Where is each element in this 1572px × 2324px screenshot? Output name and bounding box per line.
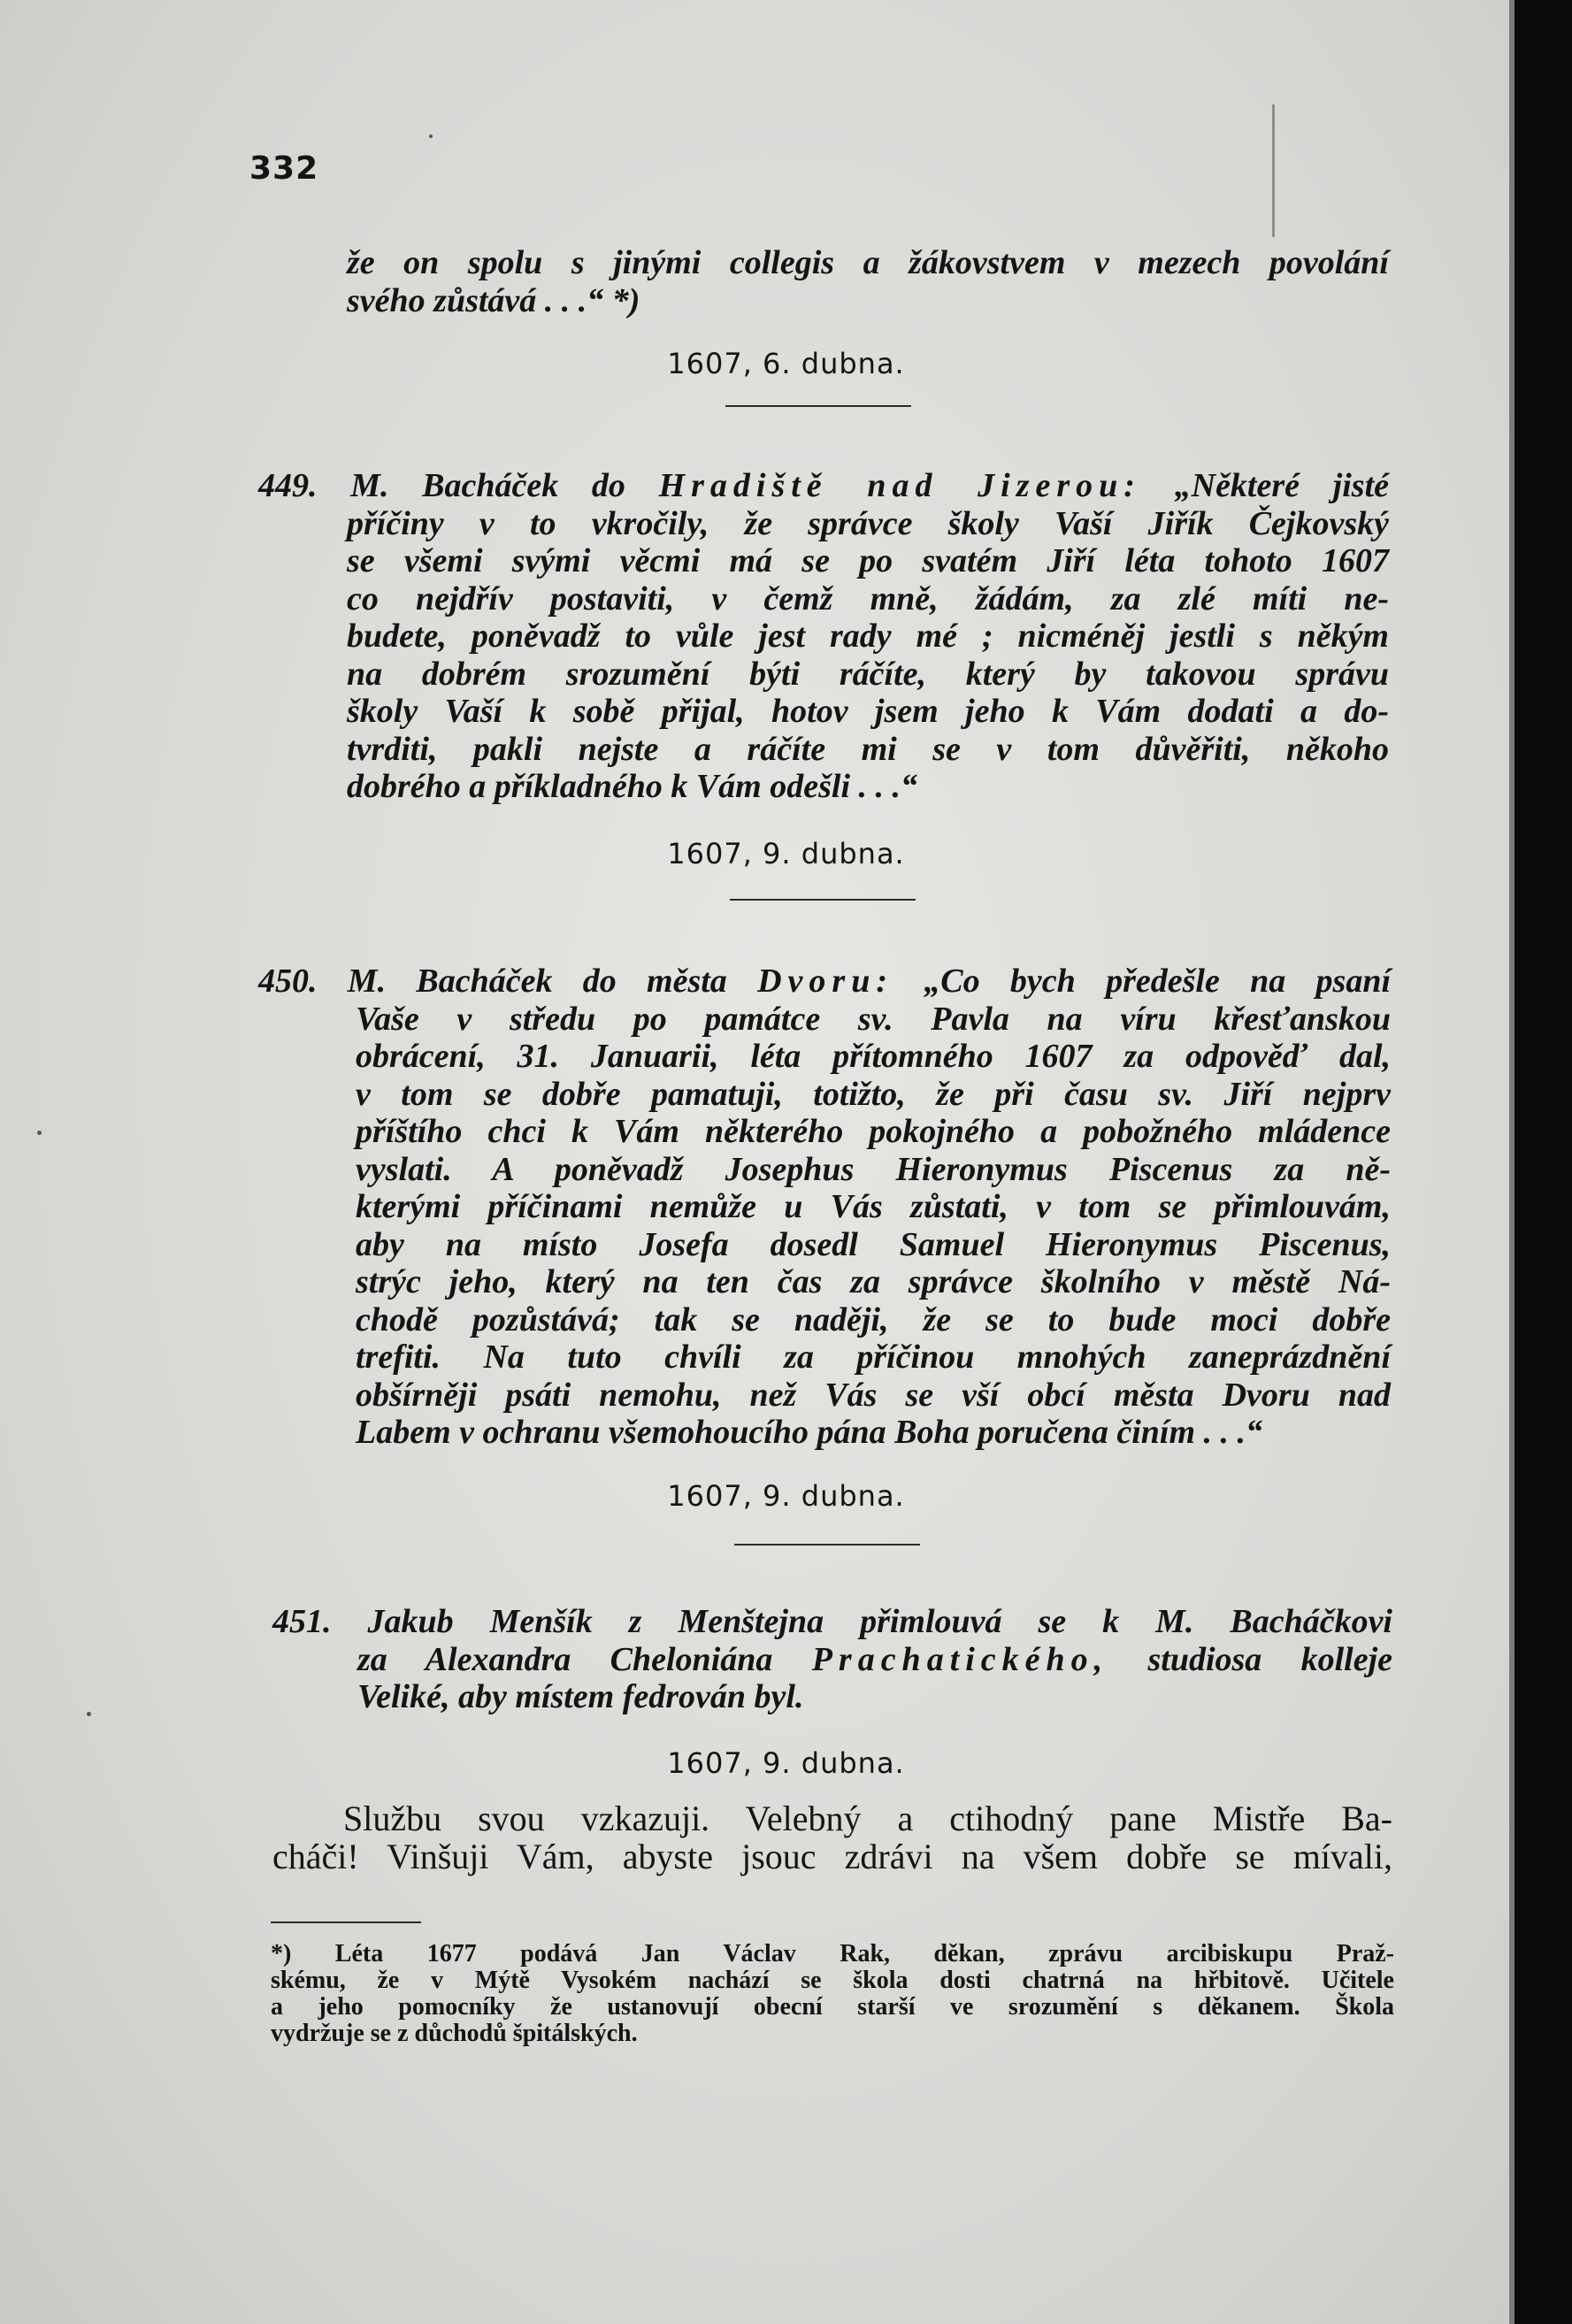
text-line xyxy=(357,1641,1392,1679)
footnote-rule xyxy=(271,1921,421,1923)
text-fragment: studiosa kolleje xyxy=(1147,1640,1392,1678)
letter-450 xyxy=(258,963,1391,1452)
text-line: strýc jeho, který na ten čas za správce školního v městě Ná- xyxy=(356,1263,1391,1300)
text-line: cháči! Vinšuji Vám, abyste jsouc zdrávi na všem dobře se mívali, xyxy=(272,1837,1392,1876)
separator-rule xyxy=(734,1544,920,1545)
text-line: aby na místo Josefa dosedl Samuel Hieronymus Piscenus, xyxy=(356,1225,1391,1263)
text-line: kterými příčinami nemůže u Vás zůstati, v tom se přimlouvám, xyxy=(356,1188,1391,1225)
text-line: trefiti. Na tuto chvíli za příčinou mnohých zaneprázdnění xyxy=(356,1338,1391,1376)
text-line: tvrditi, pakli nejste a ráčíte mi se v tom důvěřiti, někoho xyxy=(347,730,1389,768)
date-line: 1607, 9. dubna. xyxy=(667,837,905,871)
text-line: chodě pozůstává; tak se naději, že se to bude moci dobře xyxy=(356,1300,1391,1338)
text-fragment: za Alexandra Cheloniána xyxy=(357,1640,773,1678)
text-line: dobrého a příkladného k Vám odešli . . .“ xyxy=(347,768,917,805)
date-line: 1607, 9. dubna. xyxy=(667,1746,905,1780)
pencil-mark xyxy=(1272,104,1275,237)
text-line: na dobrém srozumění býti ráčíte, který by takovou správu xyxy=(347,655,1389,693)
letter-lead: M. Bacháček do města xyxy=(347,963,727,1000)
text-line: Veliké, aby místem fedrován byl. xyxy=(357,1678,804,1715)
date-line: 1607, 9. dubna. xyxy=(667,1479,905,1513)
text-line: že on spolu s jinými collegis a žákovstvem v mezech povolání xyxy=(347,244,1389,281)
text-line: obrácení, 31. Januarii, léta přítomného 1607 za odpověď dal, xyxy=(356,1038,1391,1075)
date-line: 1607, 6. dubna. xyxy=(667,347,905,380)
text-line: budete, poněvadž to vůle jest rady mé ; nicméněj jestli s někým xyxy=(347,617,1389,655)
text-line: svého zůstává . . .“ *) xyxy=(347,281,640,319)
speck xyxy=(87,1712,91,1716)
letter-place: Dvoru: xyxy=(757,963,893,1000)
text-line: příštího chci k Vám některého pokojného a pobožného mládence xyxy=(356,1113,1391,1150)
text-line: Vaše v středu po památce sv. Pavla na víru křesťanskou xyxy=(356,1000,1391,1038)
text-line: se všemi svými věcmi má se po svatém Jiří léta tohoto 1607 xyxy=(347,542,1389,579)
footnote-line: *) Léta 1677 podává Jan Václav Rak, děkan, zprávu arcibiskupu Praž- xyxy=(271,1940,1394,1967)
letter-heading-line xyxy=(258,467,1389,505)
text-line: školy Vaší k sobě přijal, hotov jsem jeho k Vám dodati a do- xyxy=(347,693,1389,730)
text-line: co nejdřív postaviti, v čemž mně, žádám, za zlé míti ne- xyxy=(347,579,1389,617)
text-line: vyslati. A poněvadž Josephus Hieronymus Piscenus za ně- xyxy=(356,1150,1391,1188)
letter-number: 450. xyxy=(258,963,318,1000)
letter-449 xyxy=(258,467,1389,806)
text-line: Labem v ochranu všemohoucího pána Boha poručena činím . . .“ xyxy=(356,1414,1263,1451)
letter-quote-start: „Co bych předešle na psaní xyxy=(924,963,1392,1000)
letter-heading-line xyxy=(272,1603,1392,1641)
page-number: 332 xyxy=(249,150,319,187)
text-line: obšírněji psáti nemohu, než Vás se vší obcí města Dvoru nad xyxy=(356,1376,1391,1414)
letter-lead: M. Bacháček do xyxy=(350,467,625,504)
body-paragraph xyxy=(272,1799,1392,1875)
text-line: příčiny v to vkročily, že správce školy Vaší Jiřík Čejkovský xyxy=(347,504,1389,542)
footnote-line: vydržuje se z důchodů špitálských. xyxy=(271,2020,638,2047)
letter-place: Prachatického, xyxy=(811,1640,1109,1678)
letter-heading-line xyxy=(258,963,1391,1001)
separator-rule xyxy=(725,405,911,407)
letter-number: 449. xyxy=(258,467,318,504)
letter-451 xyxy=(272,1603,1392,1716)
footnote-line: a jeho pomocníky že ustanovují obecní starší ve srozumění s děkanem. Škola xyxy=(271,1993,1394,2021)
speck xyxy=(429,134,433,138)
footnote xyxy=(271,1941,1394,2047)
letter-number: 451. xyxy=(272,1603,332,1640)
text-line: v tom se dobře pamatuji, totižto, že při času sv. Jiří nejprv xyxy=(356,1075,1391,1113)
text-line: Službu svou vzkazuji. Velebný a ctihodný pane Mistře Ba- xyxy=(343,1799,1392,1838)
letter-summary: Jakub Menšík z Menštejna přimlouvá se k M. Bacháčkovi xyxy=(367,1603,1392,1640)
letter-place: Hradiště nad Jizerou: xyxy=(658,467,1141,504)
separator-rule xyxy=(730,899,916,901)
footnote-line: skému, že v Mýtě Vysokém nachází se škola dosti chatrná na hřbitově. Učitele xyxy=(271,1967,1394,1994)
letter-quote-start: „Některé jisté xyxy=(1174,467,1390,504)
opening-paragraph xyxy=(347,244,1389,319)
speck xyxy=(37,1131,42,1135)
